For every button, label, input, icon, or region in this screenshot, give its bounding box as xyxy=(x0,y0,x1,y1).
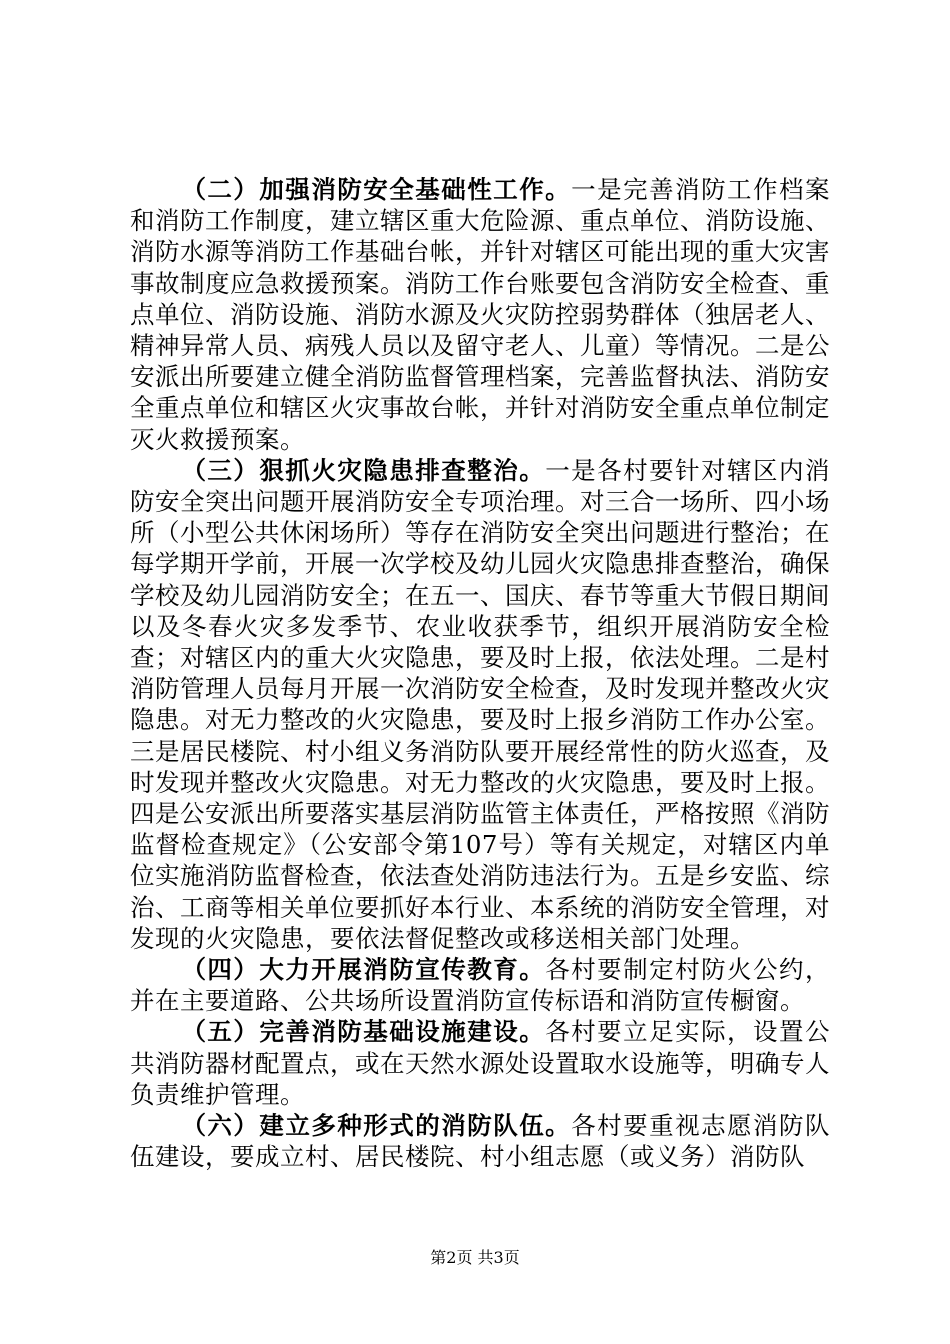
page-footer xyxy=(0,1245,950,1268)
document-body xyxy=(130,174,830,1173)
paragraph-4 xyxy=(130,954,830,1016)
paragraph-heading: （五）完善消防基础设施建设。 xyxy=(181,1017,546,1047)
paragraph-heading: （六）建立多种形式的消防队伍。 xyxy=(181,1111,572,1141)
paragraph-body: 一是各村要针对辖区内消防安全突出问题开展消防安全专项治理。对三合一场所、四小场所（小型公共休闲场所）等存在消防安全突出问题进行整治；在每学期开学前，开展一次学校及幼儿园火灾隐患排查整治，确保学校及幼儿园消防安全；在五一、国庆、春节等重大节假日期间以及冬春火灾多发季节、农业收获季节，组织开展消防安全检查；对辖区内的重大火灾隐患，要及时上报，依法处理。二是村消防管理人员每月开展一次消防安全检查，及时发现并整改火灾隐患。对无力整改的火灾隐患，要及时上报乡消防工作办公室。三是居民楼院、村小组义务消防队要开展经常性的防火巡查，及时发现并整改火灾隐患。对无力整改的火灾隐患，要及时上报。四是公安派出所要落实基层消防监管主体责任，严格按照《消防监督检查规定》（公安部令第107号）等有关规定，对辖区内单位实施消防监督检查，依法查处消防违法行为。五是乡安监、综治、工商等相关单位要抓好本行业、本系统的消防安全管理，对发现的火灾隐患，要依法督促整改或移送相关部门处理。 xyxy=(130,455,831,953)
page-number: 第2页 共3页 xyxy=(430,1248,520,1267)
paragraph-heading: （四）大力开展消防宣传教育。 xyxy=(181,955,546,985)
paragraph-body: 各村要制定村防火公约，并在主要道路、公共场所设置消防宣传标语和消防宣传橱窗。 xyxy=(130,955,831,1016)
paragraph-2 xyxy=(130,174,830,455)
paragraph-body: 各村要重视志愿消防队伍建设，要成立村、居民楼院、村小组志愿（或义务）消防队 xyxy=(130,1111,831,1172)
paragraph-3 xyxy=(130,455,830,954)
paragraph-body: 各村要立足实际，设置公共消防器材配置点，或在天然水源处设置取水设施等，明确专人负责维护管理。 xyxy=(130,1017,831,1109)
paragraph-heading: （三）狠抓火灾隐患排查整治。 xyxy=(181,455,546,485)
paragraph-heading: （二）加强消防安全基础性工作。 xyxy=(181,175,572,204)
paragraph-5 xyxy=(130,1016,830,1110)
paragraph-body: 一是完善消防工作档案和消防工作制度，建立辖区重大危险源、重点单位、消防设施、消防水源等消防工作基础台帐，并针对辖区可能出现的重大灾害事故制度应急救援预案。消防工作台账要包含消防安全检查、重点单位、消防设施、消防水源及火灾防控弱势群体（独居老人、精神异常人员、病残人员以及留守老人、儿童）等情况。二是公安派出所要建立健全消防监督管理档案，完善监督执法、消防安全重点单位和辖区火灾事故台帐，并针对消防安全重点单位制定灭火救援预案。 xyxy=(130,175,831,454)
paragraph-6 xyxy=(130,1110,830,1172)
